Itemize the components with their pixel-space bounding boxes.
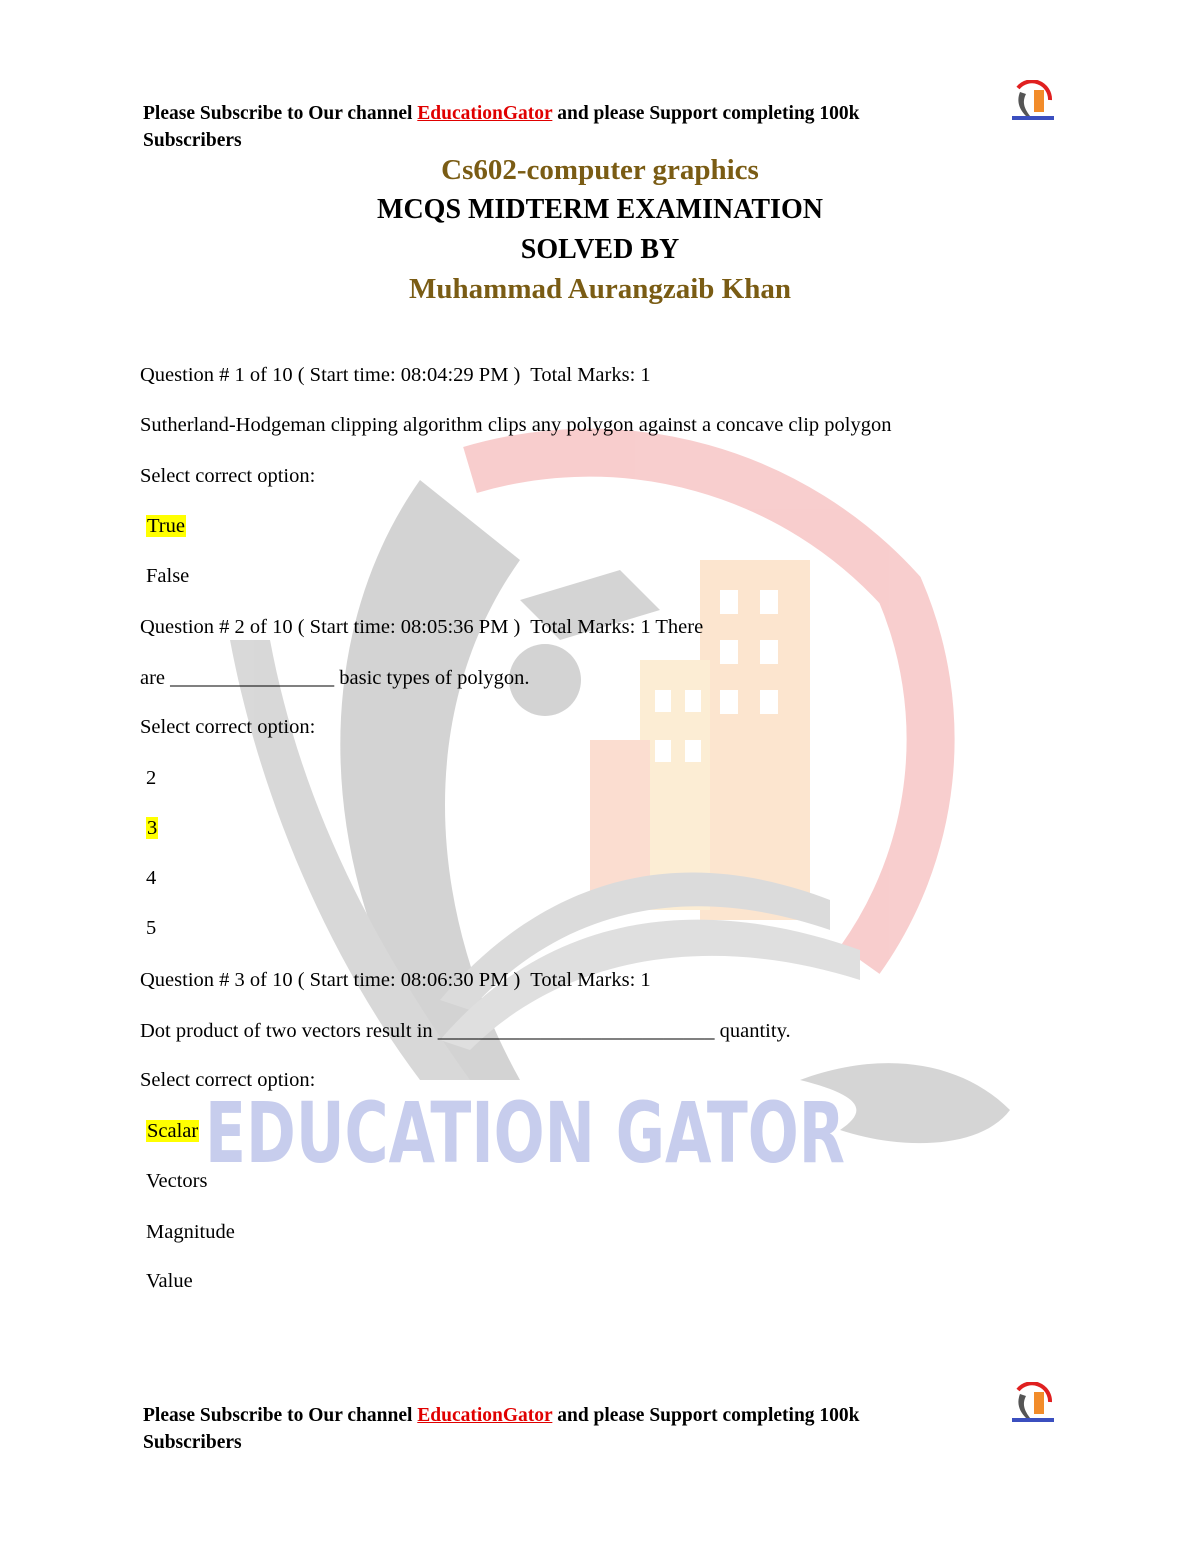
footer-banner	[143, 1402, 1063, 1456]
channel-link[interactable]: EducationGator	[417, 103, 553, 124]
banner-suffix: and please Support completing 100k	[552, 103, 860, 124]
question-1-option-1	[146, 513, 186, 539]
question-1-prompt: Select correct option:	[140, 465, 316, 487]
question-2-option-1: 2	[146, 767, 157, 789]
solved-by-label: SOLVED BY	[520, 234, 680, 265]
banner-prefix: Please Subscribe to Our channel	[143, 103, 418, 124]
question-3-option-4: Value	[146, 1270, 193, 1292]
channel-logo-icon	[1010, 80, 1056, 126]
banner-line2: Subscribers	[143, 1432, 242, 1453]
banner-line2: Subscribers	[143, 130, 242, 151]
question-3-option-2: Vectors	[146, 1170, 208, 1192]
question-3-prompt: Select correct option:	[140, 1069, 316, 1091]
correct-answer-highlight: True	[147, 515, 185, 537]
channel-link[interactable]: EducationGator	[417, 1405, 553, 1426]
header-banner	[143, 100, 1063, 154]
question-1-option-2: False	[146, 565, 190, 587]
watermark-text: EDUCATION GATOR	[205, 1084, 845, 1182]
correct-answer-highlight: 3	[147, 817, 158, 839]
channel-logo-icon	[1010, 1382, 1056, 1428]
correct-answer-highlight: Scalar	[147, 1120, 199, 1142]
question-2-header: Question # 2 of 10 ( Start time: 08:05:36 PM ) Total Marks: 1 There	[140, 616, 704, 638]
author-name: Muhammad Aurangzaib Khan	[409, 273, 791, 305]
question-3-header: Question # 3 of 10 ( Start time: 08:06:30 PM ) Total Marks: 1	[140, 969, 651, 991]
question-1-text: Sutherland-Hodgeman clipping algorithm clips any polygon against a concave clip polygon	[140, 414, 892, 436]
exam-title: MCQS MIDTERM EXAMINATION	[377, 194, 823, 225]
question-2-option-2	[146, 815, 158, 841]
question-1-header: Question # 1 of 10 ( Start time: 08:04:29 PM ) Total Marks: 1	[140, 364, 651, 386]
banner-prefix: Please Subscribe to Our channel	[143, 1405, 418, 1426]
question-2-text: are ________________ basic types of polygon.	[140, 667, 530, 689]
banner-suffix: and please Support completing 100k	[552, 1405, 860, 1426]
question-2-option-3: 4	[146, 867, 157, 889]
question-3-option-3: Magnitude	[146, 1221, 235, 1243]
question-3-option-1	[146, 1118, 199, 1144]
course-title: Cs602-computer graphics	[441, 154, 759, 186]
question-2-prompt: Select correct option:	[140, 716, 316, 738]
question-3-text: Dot product of two vectors result in ___________________________ quantity.	[140, 1020, 791, 1042]
question-2-option-4: 5	[146, 917, 157, 939]
